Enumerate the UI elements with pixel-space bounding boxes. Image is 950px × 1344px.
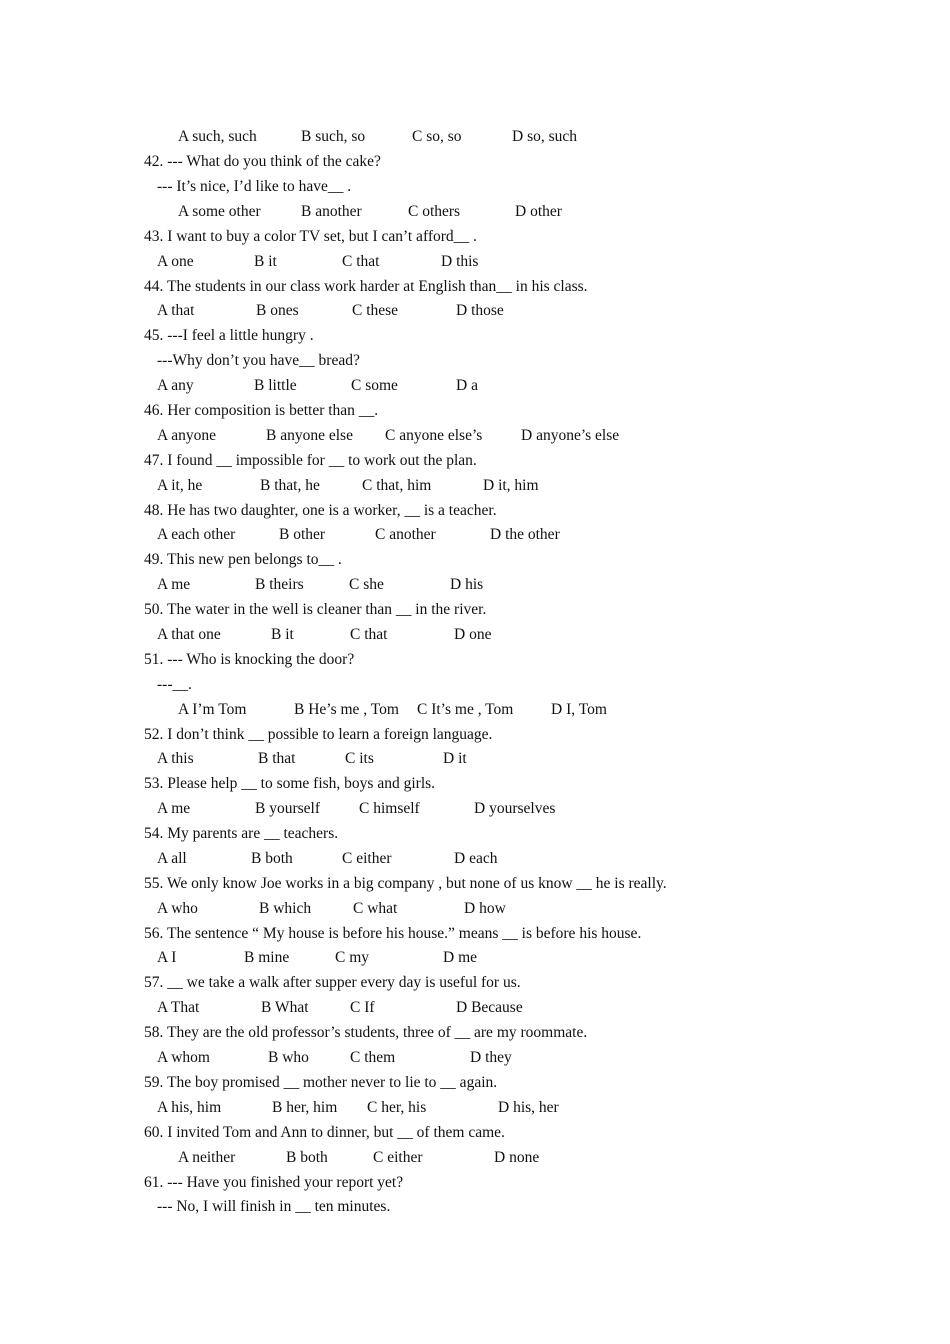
answer-option: A that one xyxy=(157,626,221,643)
options-row xyxy=(0,697,950,722)
answer-option: C these xyxy=(352,302,399,319)
answer-option: B mine xyxy=(244,949,290,966)
answer-option: D how xyxy=(464,900,506,917)
answer-option: A it, he xyxy=(157,477,203,494)
answer-option: A neither xyxy=(178,1149,236,1166)
answer-option: B He’s me , Tom xyxy=(294,701,399,718)
answer-option: C either xyxy=(373,1149,423,1166)
answer-option: D his xyxy=(450,576,484,593)
question-text: 42. --- What do you think of the cake? xyxy=(144,153,381,170)
answer-option: B What xyxy=(261,999,309,1016)
answer-option: B that, he xyxy=(260,477,320,494)
answer-option: A who xyxy=(157,900,198,917)
answer-option: B which xyxy=(259,900,312,917)
question-text: 47. I found __ impossible for __ to work out the plan. xyxy=(144,452,477,469)
answer-option: B such, so xyxy=(301,128,366,145)
options-row xyxy=(0,124,950,149)
answer-option: C so, so xyxy=(412,128,462,145)
answer-option: A me xyxy=(157,576,191,593)
options-row xyxy=(0,622,950,647)
options-row xyxy=(0,298,950,323)
options-row xyxy=(0,423,950,448)
options-row xyxy=(0,796,950,821)
question-line xyxy=(0,224,950,249)
answer-option: A anyone xyxy=(157,427,216,444)
options-row xyxy=(0,572,950,597)
question-text: 44. The students in our class work harder at English than__ in his class. xyxy=(144,278,588,295)
question-line xyxy=(0,398,950,423)
answer-option: A I’m Tom xyxy=(178,701,247,718)
question-line xyxy=(0,174,950,199)
options-row xyxy=(0,1145,950,1170)
question-text: 50. The water in the well is cleaner than __ in the river. xyxy=(144,601,487,618)
question-text: 61. --- Have you finished your report yet? xyxy=(144,1174,404,1191)
answer-option: D so, such xyxy=(512,128,578,145)
answer-option: A this xyxy=(157,750,194,767)
question-text: --- No, I will finish in __ ten minutes. xyxy=(157,1198,391,1215)
question-line xyxy=(0,871,950,896)
answer-option: D this xyxy=(441,253,479,270)
answer-option: A all xyxy=(157,850,187,867)
options-row xyxy=(0,522,950,547)
question-text: 56. The sentence “ My house is before his house.” means __ is before his house. xyxy=(144,925,642,942)
answer-option: D they xyxy=(470,1049,512,1066)
question-line xyxy=(0,597,950,622)
answer-option: A some other xyxy=(178,203,261,220)
options-row xyxy=(0,1045,950,1070)
answer-option: B who xyxy=(268,1049,309,1066)
answer-option: D his, her xyxy=(498,1099,559,1116)
question-line xyxy=(0,647,950,672)
options-row xyxy=(0,995,950,1020)
answer-option: C some xyxy=(351,377,398,394)
question-text: 58. They are the old professor’s students, three of __ are my roommate. xyxy=(144,1024,588,1041)
question-text: ---Why don’t you have__ bread? xyxy=(157,352,360,369)
question-line xyxy=(0,821,950,846)
answer-option: C that xyxy=(342,253,380,270)
question-text: 43. I want to buy a color TV set, but I can’t afford__ . xyxy=(144,228,477,245)
answer-option: D me xyxy=(443,949,478,966)
answer-option: B it xyxy=(254,253,277,270)
options-row xyxy=(0,746,950,771)
answer-option: A that xyxy=(157,302,195,319)
question-line xyxy=(0,672,950,697)
question-line xyxy=(0,1170,950,1195)
answer-option: D it xyxy=(443,750,467,767)
question-text: 46. Her composition is better than __. xyxy=(144,402,379,419)
question-text: --- It’s nice, I’d like to have__ . xyxy=(157,178,352,195)
question-text: ---__. xyxy=(157,676,192,693)
question-line xyxy=(0,547,950,572)
answer-option: C another xyxy=(375,526,436,543)
answer-option: D Because xyxy=(456,999,523,1016)
options-row xyxy=(0,846,950,871)
answer-option: D anyone’s else xyxy=(521,427,620,444)
answer-option: C others xyxy=(408,203,461,220)
answer-option: C my xyxy=(335,949,370,966)
options-row xyxy=(0,1095,950,1120)
answer-option: A such, such xyxy=(178,128,257,145)
answer-option: A That xyxy=(157,999,200,1016)
answer-option: D yourselves xyxy=(474,800,556,817)
answer-option: B that xyxy=(258,750,296,767)
question-text: 57. __ we take a walk after supper every day is useful for us. xyxy=(144,974,521,991)
question-line xyxy=(0,323,950,348)
question-text: 59. The boy promised __ mother never to lie to __ again. xyxy=(144,1074,498,1091)
answer-option: B other xyxy=(279,526,326,543)
answer-option: C them xyxy=(350,1049,396,1066)
answer-option: D none xyxy=(494,1149,540,1166)
answer-option: D the other xyxy=(490,526,560,543)
answer-option: B both xyxy=(251,850,293,867)
question-line xyxy=(0,1194,950,1219)
question-text: 54. My parents are __ teachers. xyxy=(144,825,339,842)
answer-option: B yourself xyxy=(255,800,321,817)
answer-option: B theirs xyxy=(255,576,304,593)
question-line xyxy=(0,1070,950,1095)
question-line xyxy=(0,970,950,995)
options-row xyxy=(0,199,950,224)
answer-option: B ones xyxy=(256,302,299,319)
answer-option: B little xyxy=(254,377,297,394)
question-text: 49. This new pen belongs to__ . xyxy=(144,551,342,568)
question-text: 53. Please help __ to some fish, boys and girls. xyxy=(144,775,436,792)
question-text: 55. We only know Joe works in a big company , but none of us know __ he is really. xyxy=(144,875,667,892)
question-line xyxy=(0,921,950,946)
answer-option: A any xyxy=(157,377,194,394)
answer-option: C she xyxy=(349,576,384,593)
question-text: 52. I don’t think __ possible to learn a foreign language. xyxy=(144,726,493,743)
answer-option: A I xyxy=(157,949,177,966)
options-row xyxy=(0,473,950,498)
answer-option: D those xyxy=(456,302,504,319)
answer-option: C that xyxy=(350,626,388,643)
answer-option: D a xyxy=(456,377,478,394)
answer-option: D each xyxy=(454,850,498,867)
answer-option: A me xyxy=(157,800,191,817)
answer-option: A his, him xyxy=(157,1099,222,1116)
question-line xyxy=(0,149,950,174)
answer-option: D I, Tom xyxy=(551,701,607,718)
answer-option: B anyone else xyxy=(266,427,353,444)
answer-option: B it xyxy=(271,626,294,643)
question-line xyxy=(0,348,950,373)
answer-option: C himself xyxy=(359,800,420,817)
answer-option: C her, his xyxy=(367,1099,427,1116)
question-line xyxy=(0,1120,950,1145)
answer-option: C what xyxy=(353,900,398,917)
answer-option: B both xyxy=(286,1149,328,1166)
question-line xyxy=(0,771,950,796)
answer-option: C anyone else’s xyxy=(385,427,483,444)
question-text: 48. He has two daughter, one is a worker, __ is a teacher. xyxy=(144,502,497,519)
answer-option: C It’s me , Tom xyxy=(417,701,514,718)
options-row xyxy=(0,896,950,921)
answer-option: B her, him xyxy=(272,1099,338,1116)
question-line xyxy=(0,722,950,747)
answer-option: D other xyxy=(515,203,562,220)
answer-option: C If xyxy=(350,999,375,1016)
answer-option: A each other xyxy=(157,526,236,543)
question-text: 60. I invited Tom and Ann to dinner, but __ of them came. xyxy=(144,1124,505,1141)
answer-option: C its xyxy=(345,750,374,767)
question-line xyxy=(0,1020,950,1045)
answer-option: B another xyxy=(301,203,362,220)
answer-option: C either xyxy=(342,850,392,867)
answer-option: D one xyxy=(454,626,492,643)
question-line xyxy=(0,274,950,299)
question-line xyxy=(0,448,950,473)
answer-option: C that, him xyxy=(362,477,432,494)
answer-option: A whom xyxy=(157,1049,210,1066)
question-text: 45. ---I feel a little hungry . xyxy=(144,327,314,344)
options-row xyxy=(0,945,950,970)
options-row xyxy=(0,373,950,398)
options-row xyxy=(0,249,950,274)
question-text: 51. --- Who is knocking the door? xyxy=(144,651,355,668)
answer-option: A one xyxy=(157,253,194,270)
answer-option: D it, him xyxy=(483,477,539,494)
question-line xyxy=(0,498,950,523)
